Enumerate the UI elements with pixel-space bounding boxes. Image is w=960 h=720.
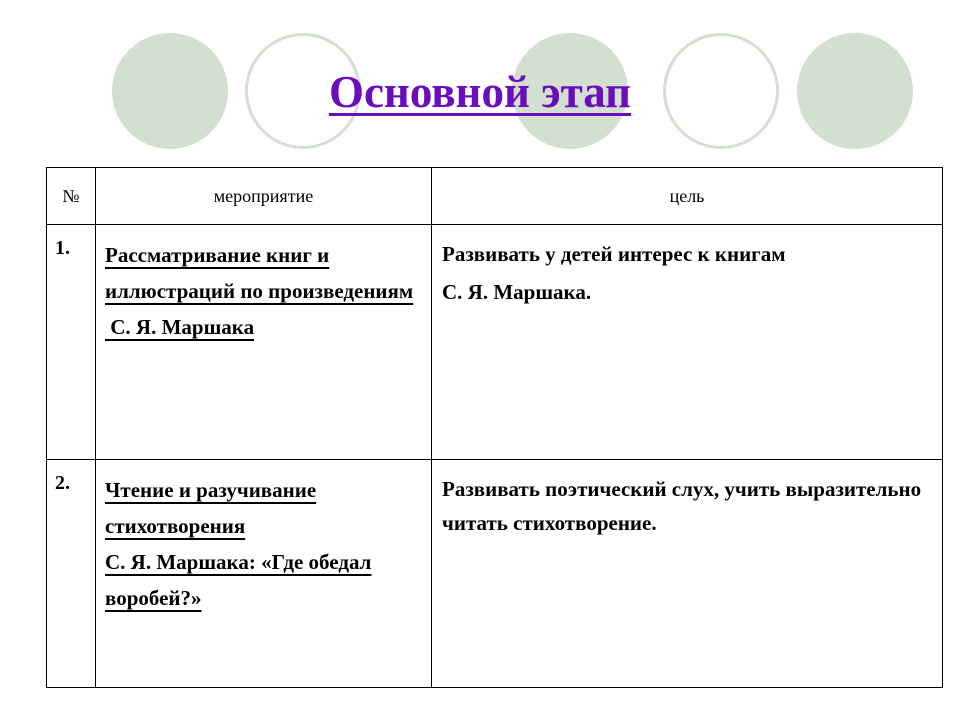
goal-text: Развивать поэтический слух, учить выразительно читать стихотворение. [442, 477, 922, 535]
event-author: С. Я. Маршака: «Где обедал воробей?» [105, 550, 372, 610]
goal-author: С. Я. Маршака. [442, 280, 592, 304]
event-description [96, 460, 431, 616]
header-goal: цель [432, 168, 943, 225]
plan-table [46, 167, 943, 688]
event-cell [96, 225, 432, 460]
row-number-cell [47, 460, 96, 688]
goal-cell [432, 460, 943, 688]
goal-description [432, 460, 942, 540]
row-number-cell [47, 225, 96, 460]
page-title: Основной этап [328, 67, 632, 117]
event-text: Чтение и разучивание стихотворения [105, 478, 317, 538]
row-number: 1. [55, 237, 70, 259]
goal-description [432, 225, 942, 309]
header-number: № [47, 168, 96, 225]
event-author: С. Я. Маршака [105, 315, 255, 339]
event-text: Рассматривание книг и иллюстраций по произведениям [105, 243, 414, 303]
goal-cell [432, 225, 943, 460]
table-header-row [47, 168, 943, 225]
event-cell [96, 460, 432, 688]
table-row [47, 460, 943, 688]
row-number: 2. [55, 472, 70, 494]
goal-text: Развивать у детей интерес к книгам [442, 242, 786, 266]
header-event: мероприятие [96, 168, 432, 225]
event-description [96, 225, 431, 345]
table-row [47, 225, 943, 460]
